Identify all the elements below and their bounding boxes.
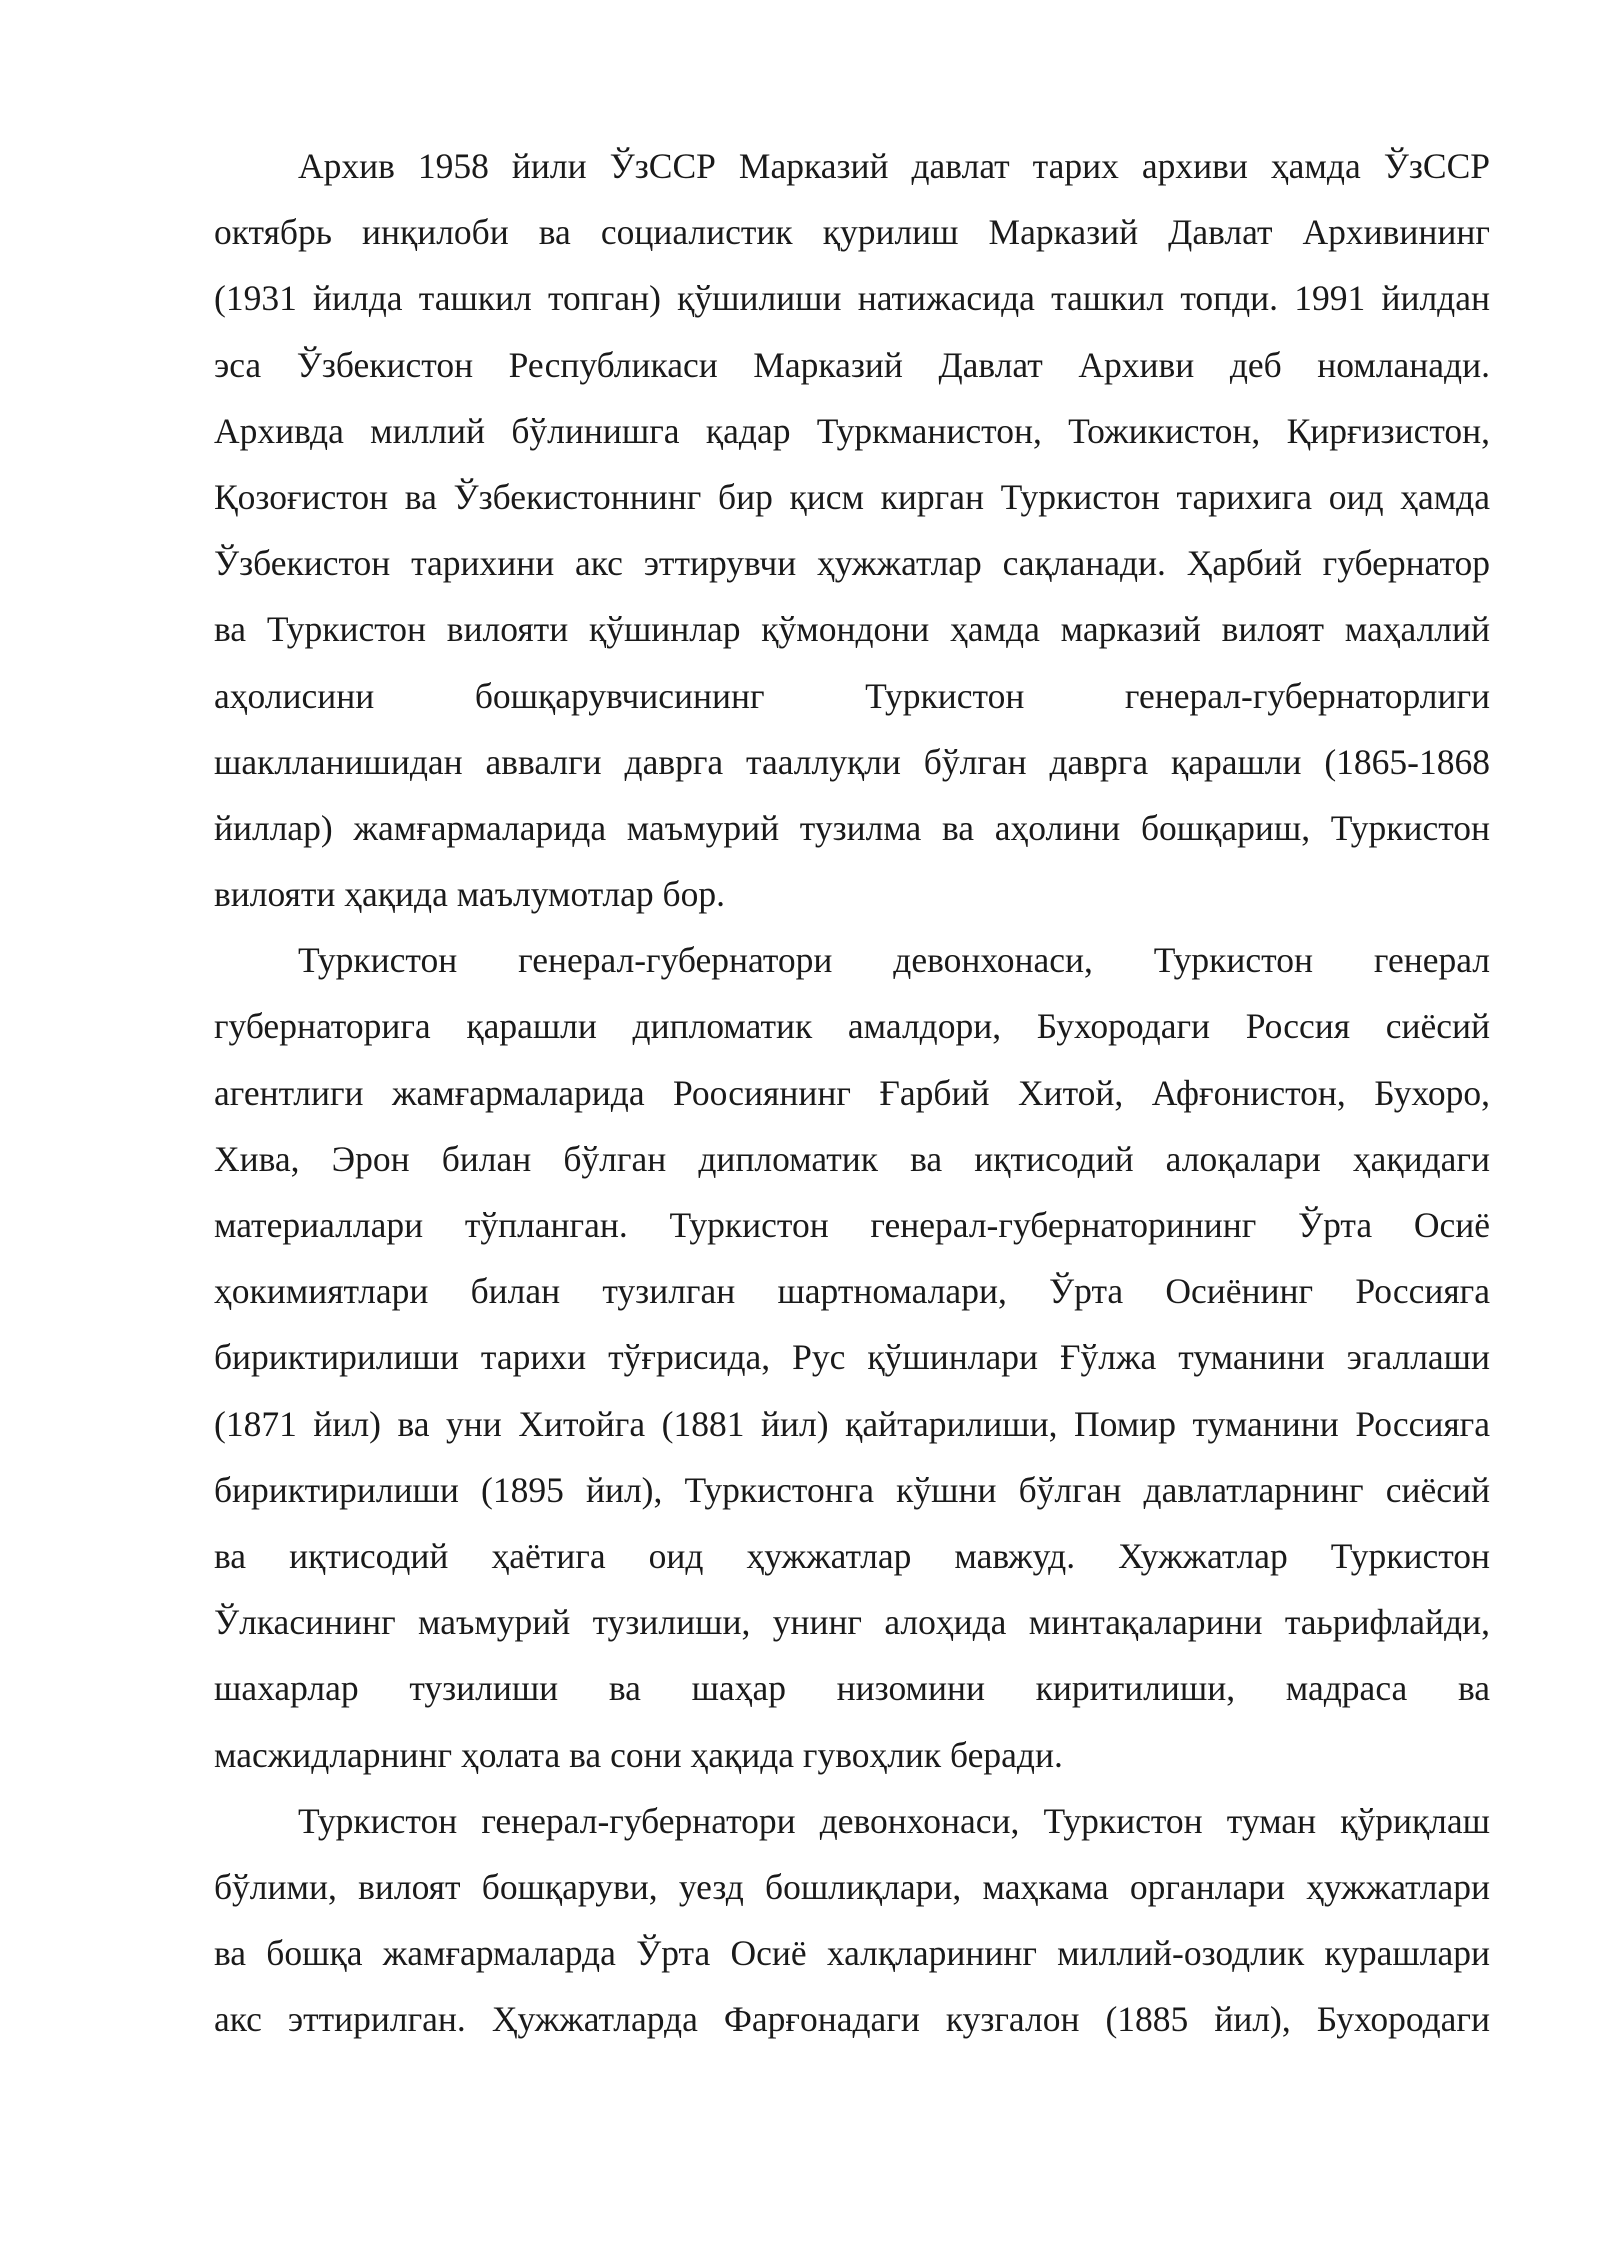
text-line: Туркистон генерал-губернатори девонхонаси, Туркистон генерал — [298, 940, 1490, 981]
paragraph-3 — [214, 1788, 1490, 2053]
document-page — [214, 133, 1490, 2052]
text-line: ва иқтисодий ҳаётига оид ҳужжатлар мавжуд. Хужжатлар Туркистон — [214, 1535, 1490, 1576]
text-line: бириктирилиши (1895 йил), Туркистонга кўшни бўлган давлатларнинг сиёсий — [214, 1469, 1490, 1510]
text-line: Архив 1958 йили ЎзССР Марказий давлат тарих архиви ҳамда ЎзССР — [298, 146, 1490, 186]
text-line: (1931 йилда ташкил топган) қўшилиши натижасида ташкил топди. 1991 йилдан — [214, 278, 1490, 319]
text-line: ва Туркистон вилояти қўшинлар қўмондони ҳамда марказий вилоят маҳаллий — [214, 609, 1490, 650]
text-line: Хива, Эрон билан бўлган дипломатик ва иқтисодий алоқалари ҳақидаги — [214, 1138, 1490, 1179]
text-line: шаклланишидан аввалги даврга тааллуқли бўлган даврга қарашли (1865-1868 — [214, 741, 1490, 782]
text-line: Архивда миллий бўлинишга қадар Туркманистон, Тожикистон, Қирғизистон, — [214, 410, 1490, 451]
paragraph-1 — [214, 133, 1490, 927]
text-line: Ўлкасининг маъмурий тузилиши, унинг алоҳида минтақаларини таьрифлайди, — [214, 1602, 1490, 1643]
text-line: акс эттирилган. Ҳужжатларда Фарғонадаги кузгалон (1885 йил), Бухородаги — [214, 1999, 1490, 2040]
text-line: Қозоғистон ва Ўзбекистоннинг бир қисм кирган Туркистон тарихига оид ҳамда — [214, 476, 1490, 517]
text-line: эса Ўзбекистон Республикаси Марказий Давлат Архиви деб номланади. — [214, 344, 1490, 385]
text-line: (1871 йил) ва уни Хитойга (1881 йил) қайтарилиши, Помир туманини Россияга — [214, 1403, 1490, 1444]
text-line: материаллари тўпланган. Туркистон генерал-губернаторининг Ўрта Осиё — [214, 1205, 1490, 1245]
text-line: шахарлар тузилиши ва шаҳар низомини киритилиши, мадраса ва — [214, 1668, 1490, 1709]
text-line: Ўзбекистон тарихини акс эттирувчи ҳужжатлар сақланади. Ҳарбий губернатор — [214, 543, 1490, 584]
text-line: масжидларнинг ҳолата ва сони ҳақида гувоҳлик беради. — [214, 1734, 1063, 1775]
text-line: вилояти ҳақида маълумотлар бор. — [214, 874, 725, 915]
text-line: агентлиги жамғармаларида Роосиянинг Ғарбий Хитой, Афғонистон, Бухоро, — [214, 1072, 1490, 1113]
text-line: Туркистон генерал-губернатори девонхонаси, Туркистон туман қўриқлаш — [298, 1800, 1490, 1841]
paragraph-2 — [214, 927, 1490, 1787]
text-line: губернаторига қарашли дипломатик амалдори, Бухородаги Россия сиёсий — [214, 1006, 1490, 1047]
text-line: ҳокимиятлари билан тузилган шартномалари, Ўрта Осиёнинг Россияга — [214, 1271, 1490, 1312]
text-line: бириктирилиши тарихи тўғрисида, Рус қўшинлари Ғўлжа туманини эгаллаши — [214, 1337, 1490, 1378]
text-line: ва бошқа жамғармаларда Ўрта Осиё халқларининг миллий-озодлик курашлари — [214, 1933, 1490, 1974]
text-line: октябрь инқилоби ва социалистик қурилиш Марказий Давлат Архивининг — [214, 212, 1490, 253]
text-line: йиллар) жамғармаларида маъмурий тузилма ва аҳолини бошқариш, Туркистон — [214, 807, 1490, 848]
text-line: бўлими, вилоят бошқаруви, уезд бошлиқлари, маҳкама органлари ҳужжатлари — [214, 1866, 1490, 1907]
text-line: аҳолисини бошқарувчисининг Туркистон генерал-губернаторлиги — [214, 675, 1490, 716]
